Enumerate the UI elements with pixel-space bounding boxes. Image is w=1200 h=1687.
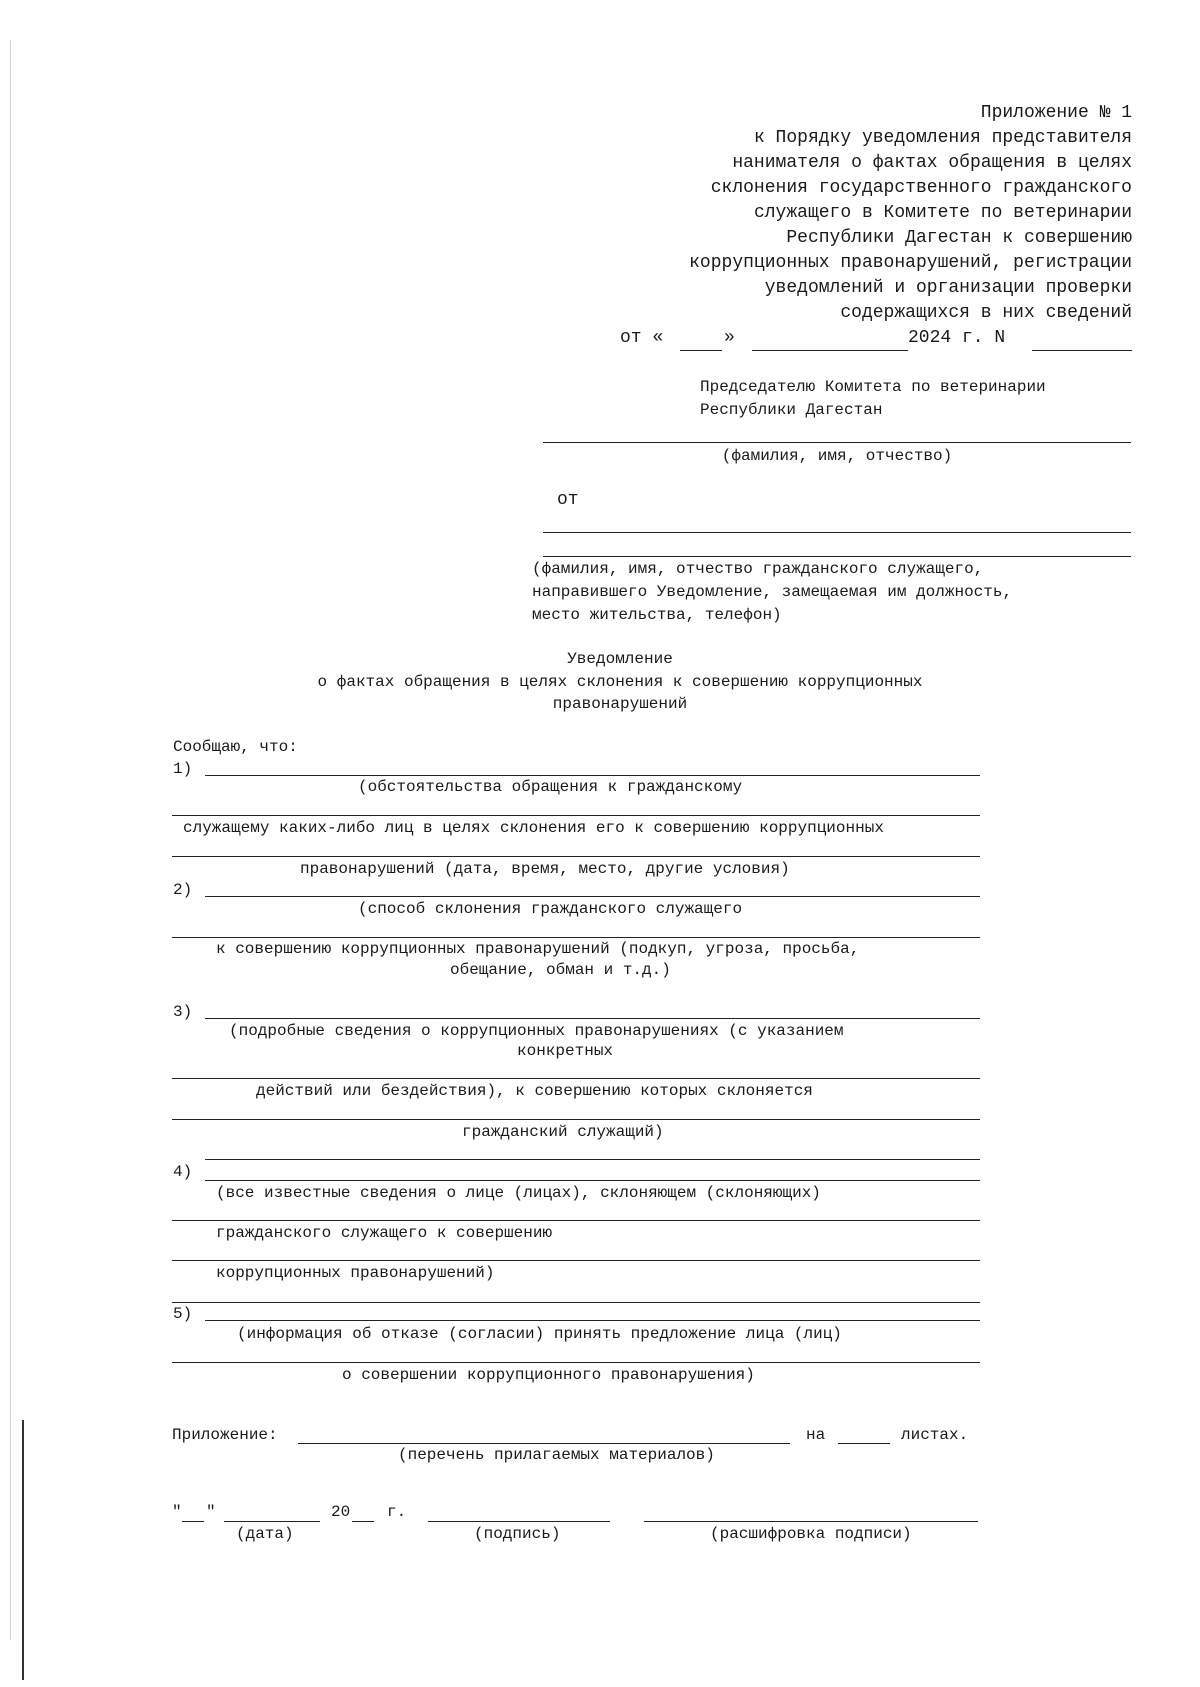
item2-field[interactable] (205, 896, 980, 897)
sender-hint: (фамилия, имя, отчество гражданского служащего, (532, 560, 984, 578)
item4-hint: гражданского служащего к совершению (216, 1224, 553, 1242)
item3-field[interactable] (172, 1119, 980, 1120)
appendix-number: Приложение № 1 (980, 103, 1132, 123)
date-from-label: от « (620, 328, 664, 348)
sender-field-2[interactable] (543, 556, 1131, 557)
signature-field[interactable] (428, 1521, 610, 1522)
item1-hint: служащему каких-либо лиц в целях склонения его к совершению коррупционных (183, 819, 884, 837)
document-subtitle: правонарушений (552, 695, 688, 713)
sheets-label: листах. (901, 1426, 969, 1444)
item4-hint: (все известные сведения о лице (лицах), склоняющем (склоняющих) (216, 1184, 821, 1202)
sender-field-1[interactable] (543, 532, 1131, 533)
item-number: 5) (173, 1305, 193, 1323)
item3-field[interactable] (205, 1159, 980, 1160)
sheets-count-field[interactable] (838, 1443, 890, 1444)
item3-hint: конкретных (517, 1042, 614, 1060)
year-prefix: 20 (331, 1503, 351, 1521)
month-blank[interactable] (752, 350, 908, 351)
item-number: 3) (173, 1003, 193, 1021)
page-left-shadow (10, 40, 11, 1640)
item3-field[interactable] (172, 1078, 980, 1079)
sign-month-field[interactable] (224, 1521, 320, 1522)
item1-field[interactable] (205, 775, 980, 776)
intro-text: Сообщаю, что: (173, 738, 298, 756)
item3-hint: действий или бездействия), к совершению которых склоняется (256, 1082, 813, 1100)
number-blank[interactable] (1032, 350, 1132, 351)
page-left-edge (22, 1420, 24, 1680)
header-line: служащего в Комитете по ветеринарии (753, 203, 1132, 223)
item-number: 4) (173, 1163, 193, 1181)
sign-year-field[interactable] (352, 1521, 374, 1522)
header-line: содержащихся в них сведений (840, 303, 1132, 323)
sign-day-field[interactable] (182, 1521, 204, 1522)
date-hint: (дата) (236, 1525, 294, 1543)
item4-field[interactable] (172, 1260, 980, 1261)
sender-hint: направившего Уведомление, замещаемая им должность, (532, 583, 1013, 601)
date-close-quote: " (206, 1503, 216, 1521)
item1-field[interactable] (172, 856, 980, 857)
item3-field[interactable] (205, 1018, 980, 1019)
item1-field[interactable] (172, 815, 980, 816)
header-line: Республики Дагестан к совершению (786, 228, 1132, 248)
sign-hint: (подпись) (474, 1525, 561, 1543)
item2-hint: (способ склонения гражданского служащего (358, 900, 743, 918)
signature-decode-field[interactable] (644, 1521, 978, 1522)
item4-field[interactable] (205, 1180, 980, 1181)
header-line: к Порядку уведомления представителя (753, 128, 1132, 148)
decode-hint: (расшифровка подписи) (710, 1525, 912, 1543)
date-close-quote: » (724, 328, 735, 348)
item4-field[interactable] (172, 1220, 980, 1221)
item4-field[interactable] (172, 1302, 980, 1303)
item1-hint: правонарушений (дата, время, место, другие условия) (300, 860, 790, 878)
date-year-number: 2024 г. N (908, 328, 1006, 348)
item4-hint: коррупционных правонарушений) (216, 1264, 495, 1282)
item-number: 1) (173, 760, 193, 778)
attachment-on-label: на (806, 1426, 826, 1444)
attachment-label: Приложение: (172, 1426, 278, 1444)
item5-hint: (информация об отказе (согласии) принять предложение лица (лиц) (237, 1325, 842, 1343)
attachment-hint: (перечень прилагаемых материалов) (398, 1446, 715, 1464)
year-suffix: г. (387, 1503, 407, 1521)
from-label: от (557, 490, 579, 510)
header-line: склонения государственного гражданского (710, 178, 1132, 198)
attachment-list-field[interactable] (298, 1443, 790, 1444)
item2-field[interactable] (172, 937, 980, 938)
item5-hint: о совершении коррупционного правонарушения) (342, 1366, 755, 1384)
item2-hint: к совершению коррупционных правонарушений (подкуп, угроза, просьба, (216, 940, 860, 958)
item2-hint: обещание, обман и т.д.) (450, 961, 671, 979)
day-blank[interactable] (680, 350, 722, 351)
item5-field[interactable] (172, 1362, 980, 1363)
sender-hint: место жительства, телефон) (532, 606, 782, 624)
header-line: коррупционных правонарушений, регистрации (689, 253, 1132, 273)
header-line: нанимателя о фактах обращения в целях (732, 153, 1132, 173)
item3-hint: (подробные сведения о коррупционных правонарушениях (с указанием (229, 1022, 844, 1040)
item5-field[interactable] (205, 1320, 980, 1321)
addressee-line-1: Председателю Комитета по ветеринарии (700, 378, 1046, 396)
chairman-name-field[interactable] (543, 442, 1131, 443)
date-open-quote: " (172, 1503, 182, 1521)
document-title: Уведомление (567, 650, 673, 668)
header-line: уведомлений и организации проверки (764, 278, 1132, 298)
item-number: 2) (173, 881, 193, 899)
addressee-line-2: Республики Дагестан (700, 401, 883, 419)
name-hint: (фамилия, имя, отчество) (721, 447, 953, 465)
document-subtitle: о фактах обращения в целях склонения к совершению коррупционных (317, 673, 923, 691)
item1-hint: (обстоятельства обращения к гражданскому (358, 778, 743, 796)
item3-hint: гражданский служащий) (462, 1123, 664, 1141)
